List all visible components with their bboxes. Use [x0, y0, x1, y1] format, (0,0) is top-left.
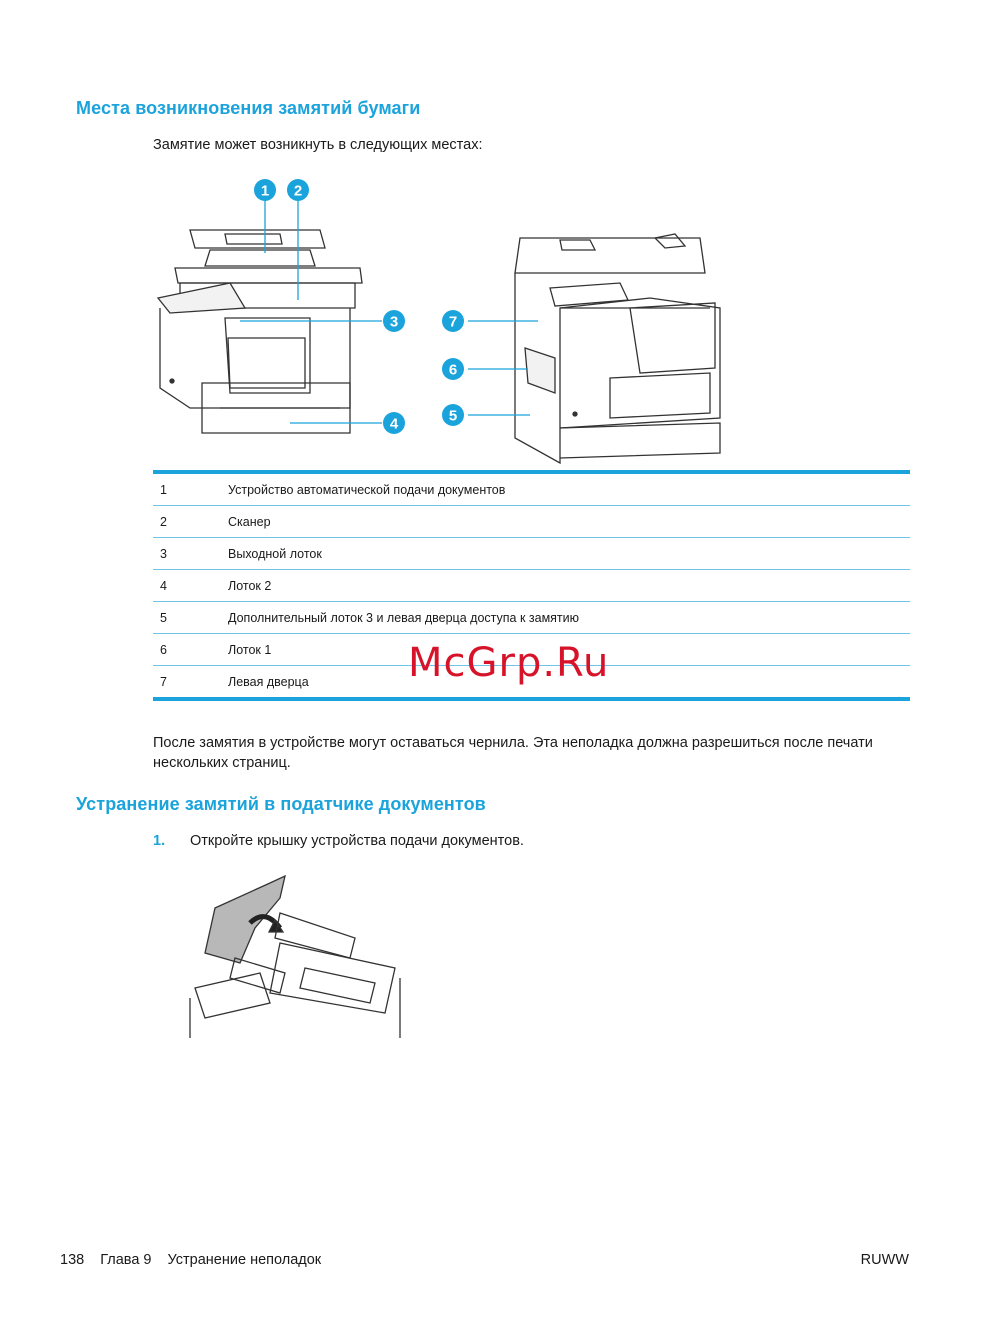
- callout-label-6: 6: [448, 361, 458, 379]
- callout-label-2: 2: [293, 182, 303, 200]
- row-number: 2: [160, 514, 167, 529]
- table-row: [153, 602, 910, 634]
- after-jam-note: После замятия в устройстве могут оставаться чернила. Эта неполадка должна разрешиться после печати нескольких страниц.: [153, 735, 873, 771]
- callout-label-1: 1: [260, 182, 270, 200]
- row-number: 1: [160, 482, 167, 497]
- row-label: Сканер: [228, 514, 271, 529]
- printer-front-illustration: [158, 230, 362, 433]
- callout-label-3: 3: [389, 313, 399, 331]
- row-number: 6: [160, 642, 167, 657]
- callout-7: [442, 310, 464, 332]
- row-label: Устройство автоматической подачи документов: [228, 482, 506, 497]
- callout-4: [383, 412, 405, 434]
- printer-side-illustration: [515, 234, 720, 463]
- footer-left: [60, 1252, 333, 1268]
- chapter-title: Устранение неполадок: [167, 1252, 322, 1268]
- callout-5: [442, 404, 464, 426]
- step-1: [153, 833, 524, 849]
- callout-6: [442, 358, 464, 380]
- row-number: 5: [160, 610, 167, 625]
- table-row: [153, 506, 910, 538]
- row-label: Выходной лоток: [228, 546, 322, 561]
- step-number: 1.: [153, 833, 166, 849]
- row-label: Лоток 2: [228, 578, 272, 593]
- section-title-adf-jam: Устранение замятий в податчике документов: [76, 794, 486, 814]
- table-row: [153, 570, 910, 602]
- row-label: Лоток 1: [228, 642, 272, 657]
- intro-text: Замятие может возникнуть в следующих местах:: [153, 137, 483, 153]
- row-number: 3: [160, 546, 167, 561]
- row-number: 7: [160, 674, 167, 689]
- row-number: 4: [160, 578, 167, 593]
- footer-locale: RUWW: [860, 1252, 909, 1268]
- page-number: 138: [60, 1252, 85, 1268]
- callout-3: [383, 310, 405, 332]
- table-row: [153, 474, 910, 506]
- chapter-label: Глава 9: [100, 1252, 152, 1268]
- callout-1: [254, 179, 276, 201]
- section-title-jam-locations: Места возникновения замятий бумаги: [76, 98, 421, 118]
- open-adf-cover-figure: [185, 868, 415, 1038]
- watermark: McGrp.Ru: [408, 640, 610, 686]
- callout-2: [287, 179, 309, 201]
- callout-label-4: 4: [389, 415, 399, 433]
- printer-jam-locations-figure: [150, 168, 730, 468]
- callout-label-5: 5: [448, 407, 458, 425]
- row-label: Дополнительный лоток 3 и левая дверца доступа к замятию: [228, 610, 580, 625]
- step-text: Откройте крышку устройства подачи документов.: [190, 833, 524, 849]
- table-row: [153, 538, 910, 570]
- row-label: Левая дверца: [228, 674, 309, 689]
- callout-label-7: 7: [448, 313, 458, 331]
